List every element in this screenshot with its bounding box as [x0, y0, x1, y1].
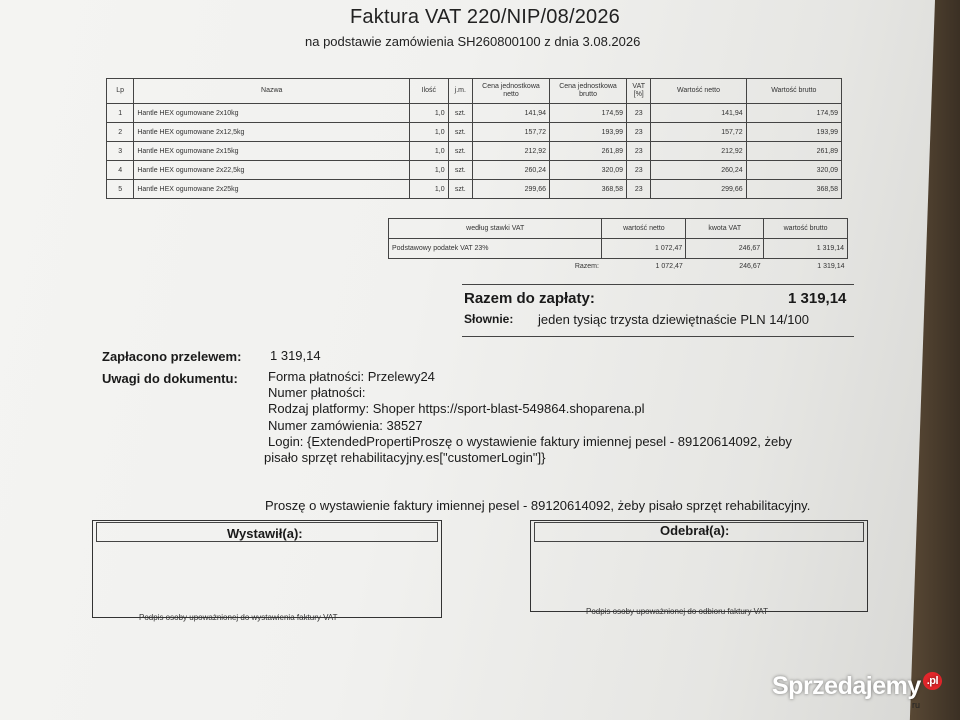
col-header-unit-net: Cena jednostkowa netto	[472, 79, 549, 104]
vat-col-tax: kwota VAT	[686, 219, 764, 239]
cell-unit: szt.	[448, 142, 472, 161]
cell-lp: 5	[107, 180, 134, 199]
invoice-request-note: Proszę o wystawienie faktury imiennej pesel - 89120614092, żeby pisało sprzęt rehabilitacyjny.	[265, 498, 811, 513]
vat-col-rate: według stawki VAT	[389, 219, 602, 239]
cell-net-value: 157,72	[651, 123, 746, 142]
receiver-title: Odebrał(a):	[660, 523, 730, 538]
vat-sum-label: Razem:	[574, 263, 599, 270]
cell-name: Hantle HEX ogumowane 2x15kg	[134, 142, 410, 161]
cell-unit: szt.	[448, 180, 472, 199]
cell-unit-gross: 368,58	[550, 180, 627, 199]
paid-label: Zapłacono przelewem:	[102, 349, 242, 364]
cell-net-value: 141,94	[651, 104, 746, 123]
notes-label: Uwagi do dokumentu:	[102, 371, 238, 386]
cell-quantity: 1,0	[410, 142, 449, 161]
cell-vat: 23	[627, 104, 651, 123]
table-row	[107, 104, 842, 123]
table-row	[107, 180, 842, 199]
vat-sum-net: 1 072,47	[655, 263, 683, 270]
cell-unit-net: 299,66	[472, 180, 549, 199]
cell-quantity: 1,0	[410, 161, 449, 180]
cell-lp: 4	[107, 161, 134, 180]
total-value: 1 319,14	[788, 290, 847, 307]
vat-sum-tax: 246,67	[739, 263, 761, 270]
notes-block	[264, 369, 792, 466]
cell-gross-value: 174,59	[746, 104, 841, 123]
paid-value: 1 319,14	[270, 348, 321, 363]
amount-in-words: jeden tysiąc trzysta dziewiętnaście PLN 14/100	[538, 312, 809, 327]
issuer-caption: Podpis osoby upoważnionej do wystawienia faktury VAT	[139, 613, 338, 622]
cell-unit-net: 260,24	[472, 161, 549, 180]
cell-lp: 3	[107, 142, 134, 161]
invoice-subtitle: na podstawie zamówienia SH260800100 z dnia 3.08.2026	[305, 34, 641, 49]
cell-unit-gross: 320,09	[550, 161, 627, 180]
col-header-unit: j.m.	[448, 79, 472, 104]
cell-name: Hantle HEX ogumowane 2x22,5kg	[134, 161, 410, 180]
col-header-lp: Lp	[107, 79, 134, 104]
cell-unit-gross: 193,99	[550, 123, 627, 142]
table-row	[107, 123, 842, 142]
vat-col-net: wartość netto	[602, 219, 686, 239]
vat-gross-value: 1 319,14	[764, 239, 848, 259]
cell-unit-net: 157,72	[472, 123, 549, 142]
cell-unit-net: 141,94	[472, 104, 549, 123]
notes-line: Rodzaj platformy: Shoper https://sport-blast-549864.shoparena.pl	[268, 401, 645, 417]
cell-unit: szt.	[448, 123, 472, 142]
cell-gross-value: 320,09	[746, 161, 841, 180]
vat-tax-value: 246,67	[686, 239, 764, 259]
col-header-quantity: Ilość	[410, 79, 449, 104]
col-header-vat: VAT [%]	[627, 79, 651, 104]
receiver-caption: Podpis osoby upoważnionej do odbioru faktury VAT	[586, 607, 769, 616]
vat-sum-row	[389, 259, 848, 275]
cell-unit-gross: 174,59	[550, 104, 627, 123]
cell-quantity: 1,0	[410, 123, 449, 142]
vat-summary-table	[388, 218, 848, 274]
watermark-brand: Sprzedajemy	[772, 672, 921, 700]
cell-name: Hantle HEX ogumowane 2x10kg	[134, 104, 410, 123]
cell-quantity: 1,0	[410, 180, 449, 199]
vat-rate-label: Podstawowy podatek VAT 23%	[389, 239, 602, 259]
vat-col-gross: wartość brutto	[764, 219, 848, 239]
total-label: Razem do zapłaty:	[464, 290, 595, 307]
col-header-gross-value: Wartość brutto	[746, 79, 841, 104]
invoice-title: Faktura VAT 220/NIP/08/2026	[350, 6, 620, 28]
cell-name: Hantle HEX ogumowane 2x12,5kg	[134, 123, 410, 142]
cell-vat: 23	[627, 161, 651, 180]
cell-name: Hantle HEX ogumowane 2x25kg	[134, 180, 410, 199]
cell-lp: 1	[107, 104, 134, 123]
col-header-unit-gross: Cena jednostkowa brutto	[550, 79, 627, 104]
cell-unit-net: 212,92	[472, 142, 549, 161]
notes-line: pisało sprzęt rehabilitacyjny.es["customerLogin"]}	[264, 450, 546, 466]
vat-header-row	[389, 219, 848, 239]
items-header-row	[107, 79, 842, 104]
issuer-title: Wystawił(a):	[227, 526, 303, 541]
total-divider-top	[462, 284, 854, 285]
vat-sum-gross: 1 319,14	[817, 263, 845, 270]
watermark-tld-badge: .pl	[923, 672, 942, 690]
sprzedajemy-watermark	[772, 672, 942, 701]
cell-quantity: 1,0	[410, 104, 449, 123]
cell-lp: 2	[107, 123, 134, 142]
cell-net-value: 299,66	[651, 180, 746, 199]
notes-line: Login: {ExtendedPropertiProszę o wystawienie faktury imiennej pesel - 89120614092, żeby	[268, 433, 792, 449]
table-row	[107, 161, 842, 180]
notes-line: Numer zamówienia: 38527	[268, 417, 423, 433]
corner-text: ru	[912, 700, 921, 710]
cell-unit-gross: 261,89	[550, 142, 627, 161]
cell-unit: szt.	[448, 161, 472, 180]
table-row	[107, 142, 842, 161]
vat-net-value: 1 072,47	[602, 239, 686, 259]
cell-unit: szt.	[448, 104, 472, 123]
amount-in-words-label: Słownie:	[464, 312, 514, 326]
vat-row	[389, 239, 848, 259]
cell-net-value: 212,92	[651, 142, 746, 161]
cell-gross-value: 193,99	[746, 123, 841, 142]
col-header-net-value: Wartość netto	[651, 79, 746, 104]
cell-net-value: 260,24	[651, 161, 746, 180]
cell-gross-value: 261,89	[746, 142, 841, 161]
col-header-name: Nazwa	[134, 79, 410, 104]
cell-vat: 23	[627, 123, 651, 142]
cell-gross-value: 368,58	[746, 180, 841, 199]
notes-line: Forma płatności: Przelewy24	[268, 369, 435, 384]
notes-line: Numer płatności:	[268, 385, 366, 401]
total-divider-bottom	[462, 336, 854, 337]
cell-vat: 23	[627, 180, 651, 199]
items-table	[106, 78, 842, 199]
cell-vat: 23	[627, 142, 651, 161]
